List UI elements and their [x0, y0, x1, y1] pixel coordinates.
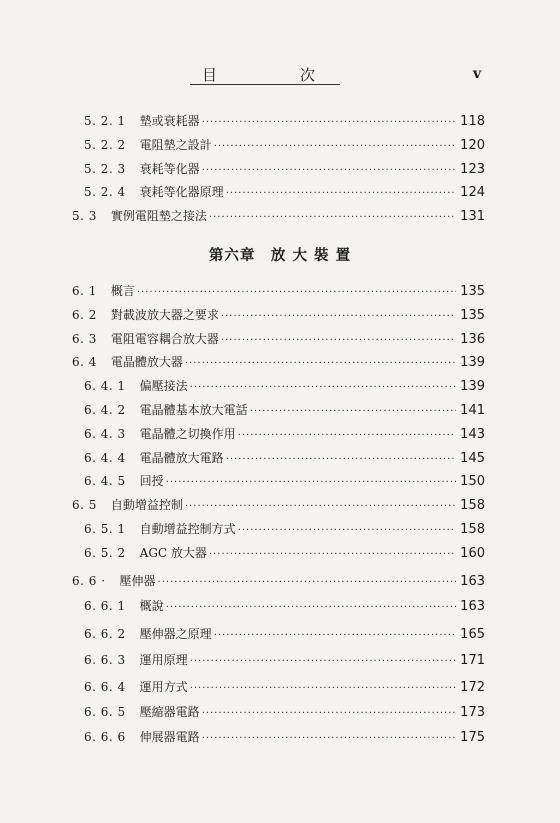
toc-entry: [84, 520, 485, 540]
toc-entry-title: 實例電阻墊之接法: [110, 209, 207, 223]
dot-leader: [226, 454, 456, 465]
toc-entry-title: 壓縮器電路: [139, 705, 200, 719]
toc-entry-number: 6. 3: [72, 332, 97, 346]
toc-entry-number: 5. 3: [72, 209, 97, 223]
toc-entry: [84, 160, 485, 180]
toc-entry-title: 運用原理: [139, 653, 188, 667]
toc-entry-page: 173: [460, 705, 485, 720]
toc-entry-title: 電晶體放大器: [110, 355, 183, 369]
page-number: v: [473, 66, 482, 82]
toc-entry-page: 135: [460, 308, 485, 323]
dot-leader: [190, 656, 456, 667]
toc-entry-number: 6. 6. 6: [84, 730, 126, 744]
toc-entry-page: 143: [460, 427, 485, 442]
toc-entry: [84, 112, 485, 132]
chapter-heading: 第六章 放 大 裝 置: [208, 247, 352, 264]
toc-entry-page: 141: [460, 403, 485, 418]
dot-leader: [226, 188, 456, 199]
toc-entry-number: 5. 2. 1: [84, 114, 126, 128]
dot-leader: [221, 311, 456, 322]
toc-entry-page: 160: [460, 546, 485, 561]
dot-leader: [190, 382, 456, 393]
dot-leader: [209, 549, 456, 560]
dot-leader: [238, 430, 456, 441]
toc-entry-page: 123: [460, 162, 485, 177]
toc-entry: [72, 353, 485, 373]
toc-entry: [84, 183, 485, 203]
toc-entry-number: 6. 5. 2: [84, 546, 126, 560]
dot-leader: [209, 212, 456, 223]
dot-leader: [202, 117, 456, 128]
running-header: [190, 64, 340, 85]
toc-entry-page: 158: [460, 522, 485, 537]
toc-entry: [84, 625, 485, 645]
toc-entry-title: 運用方式: [139, 680, 188, 694]
toc-entry-number: 6. 4. 5: [84, 474, 126, 488]
toc-entry-number: 6. 1: [72, 284, 97, 298]
toc-entry-number: 6. 2: [72, 308, 97, 322]
toc-entry-title: 電晶體之切換作用: [139, 427, 236, 441]
toc-entry: [84, 449, 485, 469]
toc-entry: [84, 728, 485, 748]
dot-leader: [202, 733, 456, 744]
toc-entry-title: AGC 放大器: [139, 546, 207, 560]
toc-entry: [84, 703, 485, 723]
header-right-text: 次: [300, 66, 316, 84]
dot-leader: [137, 287, 456, 298]
toc-entry-page: 165: [460, 627, 485, 642]
toc-entry-title: 衰耗等化器原理: [139, 185, 224, 199]
toc-entry-title: 墊或衰耗器: [139, 114, 200, 128]
toc-entry-page: 136: [460, 332, 485, 347]
toc-entry-title: 偏壓接法: [139, 379, 188, 393]
toc-entry-title: 電晶體基本放大電話: [139, 403, 248, 417]
toc-entry: [72, 282, 485, 302]
toc-entry-title: 電晶體放大電路: [139, 451, 224, 465]
toc-entry-number: 6. 5. 1: [84, 522, 126, 536]
toc-entry-page: 172: [460, 680, 485, 695]
toc-entry-number: 6. 6. 2: [84, 627, 126, 641]
dot-leader: [221, 335, 456, 346]
toc-entry-number: 6. 4. 4: [84, 451, 126, 465]
toc-entry: [84, 651, 485, 671]
toc-entry-page: 124: [460, 185, 485, 200]
toc-entry-page: 139: [460, 355, 485, 370]
toc-entry-page: 171: [460, 653, 485, 668]
toc-entry-number: 6. 6. 1: [84, 599, 126, 613]
toc-entry-number: 6. 6. 5: [84, 705, 126, 719]
toc-entry: [84, 377, 485, 397]
dot-leader: [214, 141, 456, 152]
toc-entry-title: 電阻墊之設計: [139, 138, 212, 152]
toc-entry-page: 158: [460, 498, 485, 513]
toc-entry-number: 6. 4. 2: [84, 403, 126, 417]
toc-entry-page: 118: [460, 114, 485, 129]
toc-entry: [72, 572, 485, 592]
dot-leader: [166, 602, 456, 613]
dot-leader: [166, 477, 456, 488]
dot-leader: [202, 165, 456, 176]
toc-entry-number: 6. 5: [72, 498, 97, 512]
dot-leader: [202, 708, 456, 719]
toc-entry-title: 伸展器電路: [139, 730, 200, 744]
toc-entry: [84, 544, 485, 564]
toc-entry-page: 163: [460, 574, 485, 589]
toc-entry-number: 6. 4. 1: [84, 379, 126, 393]
dot-leader: [158, 577, 457, 588]
toc-entry-page: 120: [460, 138, 485, 153]
toc-entry-page: 139: [460, 379, 485, 394]
toc-entry-page: 131: [460, 209, 485, 224]
toc-entry-title: 對載波放大器之要求: [110, 308, 219, 322]
dot-leader: [185, 501, 456, 512]
toc-entry-page: 150: [460, 474, 485, 489]
dot-leader: [214, 630, 456, 641]
toc-entry-page: 175: [460, 730, 485, 745]
toc-entry-title: 回授: [139, 474, 164, 488]
toc-entry: [72, 496, 485, 516]
toc-entry: [84, 136, 485, 156]
toc-entry-number: 6. 6 ·: [72, 574, 106, 588]
toc-entry-title: 壓伸器之原理: [139, 627, 212, 641]
toc-entry: [72, 207, 485, 227]
dot-leader: [190, 683, 456, 694]
toc-entry: [84, 597, 485, 617]
toc-entry-title: 概言: [110, 284, 135, 298]
toc-entry-number: 6. 6. 4: [84, 680, 126, 694]
toc-entry: [84, 678, 485, 698]
dot-leader: [238, 525, 456, 536]
toc-entry-page: 145: [460, 451, 485, 466]
toc-entry-title: 衰耗等化器: [139, 162, 200, 176]
toc-entry-number: 5. 2. 2: [84, 138, 126, 152]
toc-entry-number: 6. 4: [72, 355, 97, 369]
toc-entry-title: 概說: [139, 599, 164, 613]
toc-entry: [72, 306, 485, 326]
toc-entry: [84, 472, 485, 492]
toc-entry-number: 5. 2. 3: [84, 162, 126, 176]
toc-entry: [72, 330, 485, 350]
toc-entry: [84, 425, 485, 445]
toc-entry: [84, 401, 485, 421]
toc-entry-number: 5. 2. 4: [84, 185, 126, 199]
toc-entry-number: 6. 6. 3: [84, 653, 126, 667]
toc-entry-page: 135: [460, 284, 485, 299]
toc-entry-title: 電阻電容耦合放大器: [110, 332, 219, 346]
dot-leader: [185, 358, 456, 369]
toc-entry-title: 自動增益控制: [110, 498, 183, 512]
header-left-text: 目: [202, 66, 218, 84]
toc-entry-title: 自動增益控制方式: [139, 522, 236, 536]
toc-entry-page: 163: [460, 599, 485, 614]
toc-entry-number: 6. 4. 3: [84, 427, 126, 441]
toc-entry-title: 壓伸器: [119, 574, 156, 588]
dot-leader: [250, 406, 456, 417]
